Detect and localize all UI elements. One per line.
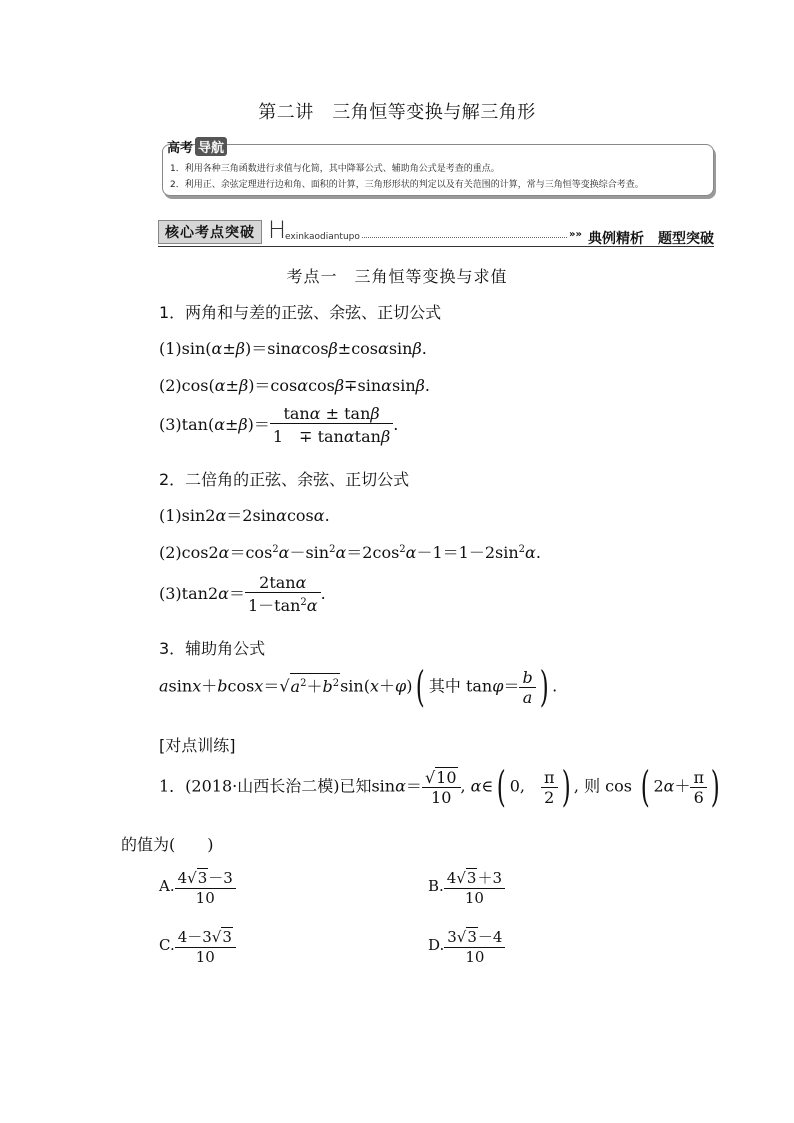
section-pinyin: exinkaodiantupo	[285, 232, 360, 242]
formula-tan-sum: (3)tan(α±β)＝ $\frac{\tan\alpha \pm \tan\beta}{1 \mp \tan\alpha\tan\beta}$ .	[159, 404, 399, 446]
arrows-icon: »»	[569, 229, 582, 240]
gaokao-line-2: 2．利用正、余弦定理进行边和角、面积的计算，三角形形状的判定以及有关范围的计算，常与三角恒等变换综合考查。	[170, 180, 644, 190]
gaokao-guide-label	[167, 137, 227, 156]
section-2-heading: 2．二倍角的正弦、余弦、正切公式	[159, 470, 410, 489]
option-a-label: A.	[159, 877, 175, 895]
formula-cos-double: $(2)\cos 2\alpha=\cos^2\alpha-\sin^2\alpha=2\cos^2\alpha-1=1-2\sin^2\alpha$.	[159, 543, 541, 562]
kaodian-title: 考点一 三角恒等变换与求值	[286, 267, 508, 286]
option-d[interactable]: D. $\frac{3√3-4}{10}$	[428, 926, 505, 966]
option-b-label: B.	[428, 877, 444, 895]
section-subtitle: 典例精析 题型突破	[588, 231, 714, 247]
formula-tan-double: (3)tan2α＝ $\frac{2\tan\alpha}{1-\tan^2\alpha}$ .	[159, 573, 326, 615]
section-tag: 核心考点突破	[158, 220, 262, 244]
section-big-letter: H	[268, 216, 287, 244]
option-b[interactable]: B. $\frac{4√3+3}{10}$	[428, 867, 505, 907]
question-tail: 的值为( )	[121, 835, 214, 854]
formula-auxiliary-angle: $asinx+bcosx=√a^2+b^2\sin(x+\varphi)$( 其中 tanφ＝ $\frac{b}{a}$ ) .	[159, 662, 558, 711]
option-a[interactable]: A. $\frac{4√3-3}{10}$	[159, 867, 236, 907]
question-1: 1．(2018·山西长治二模)已知sinα＝ $\frac{√10}{10}$ , α∈( 0, $\frac{\pi}{2}$ ) , 则 cos ( 2α＋ $\frac{\pi}{6}$ )	[159, 762, 720, 811]
gaokao-line-1: 1．利用各种三角函数进行求值与化简，其中降幂公式、辅助角公式是考查的重点。	[170, 164, 500, 174]
page-title: 第二讲 三角恒等变换与解三角形	[258, 102, 536, 123]
option-d-label: D.	[428, 936, 445, 954]
option-c-label: C.	[159, 936, 175, 954]
practice-heading: [对点训练]	[159, 736, 236, 755]
divider	[158, 246, 714, 247]
gaokao-label-a: 高考	[167, 141, 194, 156]
question-lead: 1．(2018·山西长治二模)已知sin	[159, 776, 396, 796]
dotted-leader	[362, 237, 567, 238]
formula-cos-sum: (2)cos(α±β)＝cosαcosβ∓sinαsinβ.	[159, 376, 430, 395]
section-1-heading: 1．两角和与差的正弦、余弦、正切公式	[159, 303, 442, 322]
formula-sin-double: (1)sin2α＝2sinαcosα.	[159, 506, 330, 525]
section-3-heading: 3．辅助角公式	[159, 639, 266, 658]
gaokao-label-b: 导航	[195, 137, 227, 156]
option-c[interactable]: C. $\frac{4-3√3}{10}$	[159, 926, 236, 966]
formula-sin-sum: (1)sin(α±β)＝sinαcosβ±cosαsinβ.	[159, 339, 427, 358]
